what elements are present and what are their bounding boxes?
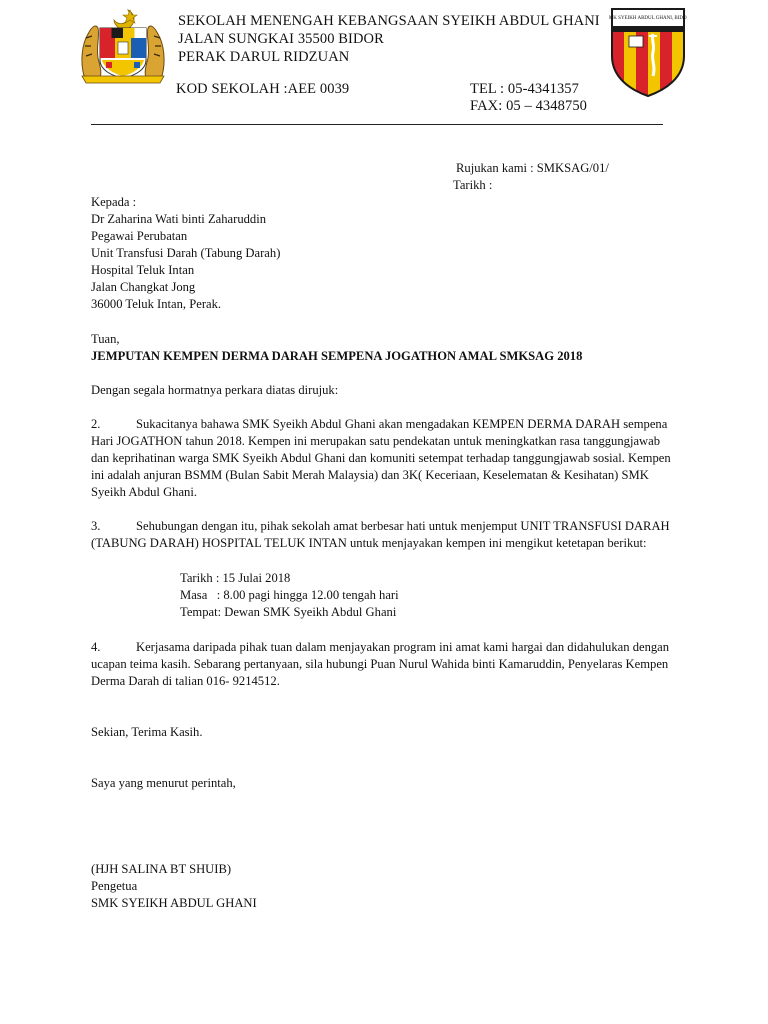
signatory-organization: SMK SYEIKH ABDUL GHANI	[91, 896, 257, 910]
closing: Sekian, Terima Kasih.	[91, 725, 203, 739]
event-venue: Tempat: Dewan SMK Syeikh Abdul Ghani	[180, 605, 397, 619]
salutation: Tuan,	[91, 332, 120, 346]
paragraph-line: ucapan teima kasih. Sebarang pertanyaan, sila hubungi Puan Nurul Wahida binti Kamaruddin, Penyelaras Kempen	[91, 657, 669, 671]
paragraph-number: 4.	[91, 640, 101, 654]
letterhead-address	[178, 12, 600, 66]
recipient-line: Unit Transfusi Darah (Tabung Darah)	[91, 246, 281, 260]
paragraph-line: Hari JOGATHON tahun 2018. Kempen ini merupakan satu pendekatan untuk meningkatkan rasa tanggungjawab	[91, 434, 661, 448]
paragraph-line: Kerjasama daripada pihak tuan dalam menjayakan program ini amat kami hargai dan didahulukan dengan	[136, 640, 670, 654]
recipient-line: Pegawai Perubatan	[91, 229, 188, 243]
signatory-title: Pengetua	[91, 879, 138, 893]
recipient-line: Jalan Changkat Jong	[91, 280, 196, 294]
paragraph-2	[91, 416, 669, 501]
school-code: KOD SEKOLAH :AEE 0039	[176, 81, 350, 97]
recipient-line: Dr Zaharina Wati binti Zaharuddin	[91, 212, 267, 226]
recipient-line: Hospital Teluk Intan	[91, 263, 195, 277]
paragraph-4	[91, 639, 669, 690]
recipient-line: 36000 Teluk Intan, Perak.	[91, 297, 222, 311]
signatory-name: (HJH SALINA BT SHUIB)	[91, 862, 232, 876]
fax: FAX: 05 – 4348750	[470, 98, 588, 114]
opening-line: Dengan segala hormatnya perkara diatas dirujuk:	[91, 383, 339, 397]
recipient-label: Kepada :	[91, 195, 137, 209]
signatory-block	[91, 861, 257, 912]
date-label: Tarikh :	[453, 178, 493, 192]
header-divider	[91, 124, 663, 125]
paragraph-line: dan keprihatinan warga SMK Syeikh Abdul Ghani dan komuniti setempat terhadap tanggungjawab sosial. Kempen	[91, 451, 671, 465]
paragraph-number: 3.	[91, 519, 101, 533]
paragraph-3	[91, 518, 669, 552]
address-line-2: PERAK DARUL RIDZUAN	[178, 49, 350, 65]
paragraph-line: Derma Darah di talian 016- 9214512.	[91, 674, 280, 688]
paragraph-line: Sehubungan dengan itu, pihak sekolah amat berbesar hati untuk menjemput UNIT TRANSFUSI DARAH	[136, 519, 670, 533]
letter-subject: JEMPUTAN KEMPEN DERMA DARAH SEMPENA JOGATHON AMAL SMKSAG 2018	[91, 349, 583, 363]
event-details	[180, 570, 399, 621]
paragraph-line: (TABUNG DARAH) HOSPITAL TELUK INTAN untuk menjayakan kempen ini mengikut ketetapan berikut:	[91, 536, 647, 550]
event-date: Tarikh : 15 Julai 2018	[180, 571, 291, 585]
school-name: SEKOLAH MENENGAH KEBANGSAAN SYEIKH ABDUL GHANI	[178, 13, 600, 29]
event-time: Masa : 8.00 pagi hingga 12.00 tengah hari	[180, 588, 399, 602]
address-line-1: JALAN SUNGKAI 35500 BIDOR	[178, 31, 384, 47]
sign-off: Saya yang menurut perintah,	[91, 776, 236, 790]
paragraph-line: Syeikh Abdul Ghani.	[91, 485, 197, 499]
coat-of-arms-logo	[78, 6, 168, 84]
paragraph-number: 2.	[91, 417, 101, 431]
paragraph-line: ini adalah anjuran BSMM (Bulan Sabit Merah Malaysia) dan 3K( Keceriaan, Keselematan & Kesihatan) SMK	[91, 468, 649, 482]
crest-text: SMK SYEIKH ABDUL GHANI, BIDOR	[609, 16, 687, 21]
telephone: TEL : 05-4341357	[470, 81, 579, 97]
school-crest-logo	[609, 6, 687, 98]
paragraph-line: Sukacitanya bahawa SMK Syeikh Abdul Ghani akan mengadakan KEMPEN DERMA DARAH sempena	[136, 417, 668, 431]
recipient-block	[91, 194, 280, 313]
reference-number: Rujukan kami : SMKSAG/01/	[456, 161, 609, 175]
